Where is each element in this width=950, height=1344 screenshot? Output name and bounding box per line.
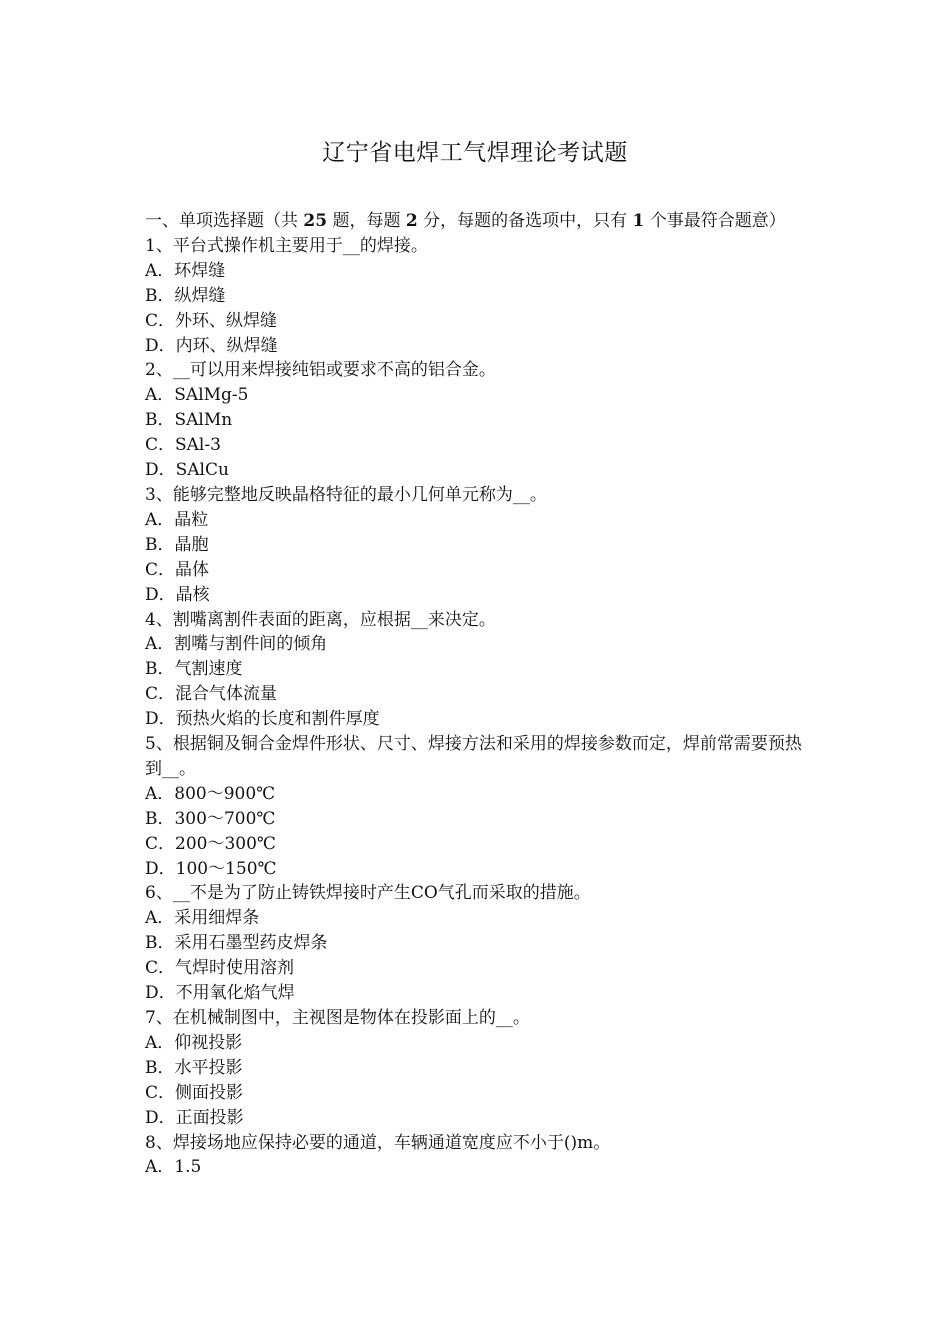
question-stem: 2、__可以用来焊接纯铝或要求不高的铝合金。 <box>145 360 496 381</box>
answer-option: A．晶粒 <box>145 509 209 530</box>
question-item <box>145 732 810 881</box>
answer-option: A．1.5 <box>145 1157 202 1178</box>
question-item <box>145 1006 810 1131</box>
answer-option: A．仰视投影 <box>145 1032 243 1053</box>
question-stem: 1、平台式操作机主要用于__的焊接。 <box>145 235 428 256</box>
document-body <box>145 209 810 1180</box>
question-stem: 6、__不是为了防止铸铁焊接时产生CO气孔而采取的措施。 <box>145 883 591 904</box>
answer-option: A．采用细焊条 <box>145 908 260 929</box>
answer-option: D．晶核 <box>145 584 210 605</box>
heading-text: 题，每题 <box>327 211 406 231</box>
correct-count: 1 <box>632 211 645 231</box>
answer-option: A．环焊缝 <box>145 260 226 281</box>
heading-text: 分，每题的备选项中，只有 <box>417 211 633 231</box>
answer-option: A．800～900℃ <box>145 783 276 804</box>
question-count: 25 <box>303 211 328 231</box>
answer-option: D．SAlCu <box>145 460 229 481</box>
answer-option: D．预热火焰的长度和割件厚度 <box>145 709 380 730</box>
question-item <box>145 881 810 1006</box>
question-stem: 3、能够完整地反映晶格特征的最小几何单元称为__。 <box>145 484 547 505</box>
answer-option: B．纵焊缝 <box>145 285 226 306</box>
answer-option: D．正面投影 <box>145 1107 244 1128</box>
answer-option: C．气焊时使用溶剂 <box>145 958 295 979</box>
answer-option: B．水平投影 <box>145 1057 243 1078</box>
question-stem: 8、焊接场地应保持必要的通道，车辆通道宽度应不小于()m。 <box>145 1132 611 1153</box>
question-item <box>145 483 810 608</box>
answer-option: B．气割速度 <box>145 659 243 680</box>
answer-option: C．晶体 <box>145 559 210 580</box>
question-item <box>145 1131 810 1181</box>
section-heading <box>145 209 810 234</box>
answer-option: C．200～300℃ <box>145 833 276 854</box>
answer-option: A．割嘴与割件间的倾角 <box>145 634 328 655</box>
answer-option: B．SAlMn <box>145 410 233 431</box>
answer-option: D．内环、纵焊缝 <box>145 335 278 356</box>
question-stem: 4、割嘴离割件表面的距离，应根据__来决定。 <box>145 609 496 630</box>
answer-option: C．侧面投影 <box>145 1082 244 1103</box>
answer-option: D．100～150℃ <box>145 858 277 879</box>
question-item <box>145 358 810 483</box>
answer-option: B．采用石墨型药皮焊条 <box>145 933 328 954</box>
points-per-question: 2 <box>405 211 418 231</box>
answer-option: A．SAlMg-5 <box>145 385 249 406</box>
answer-option: C．混合气体流量 <box>145 684 278 705</box>
heading-text: 个事最符合题意） <box>644 211 786 231</box>
question-stem: 5、根据铜及铜合金焊件形状、尺寸、焊接方法和采用的焊接参数而定，焊前常需要预热到__。 <box>145 734 802 779</box>
heading-text: 一、单项选择题（共 <box>145 211 304 231</box>
answer-option: B．晶胞 <box>145 534 209 555</box>
question-item <box>145 234 810 359</box>
answer-option: C．外环、纵焊缝 <box>145 310 278 331</box>
answer-option: D．不用氧化焰气焊 <box>145 983 295 1004</box>
question-stem: 7、在机械制图中，主视图是物体在投影面上的__。 <box>145 1008 530 1028</box>
document-title: 辽宁省电焊工气焊理论考试题 <box>322 140 628 166</box>
answer-option: C．SAl-3 <box>145 435 221 456</box>
question-list <box>145 234 810 1180</box>
answer-option: B．300～700℃ <box>145 808 276 829</box>
question-item <box>145 608 810 733</box>
